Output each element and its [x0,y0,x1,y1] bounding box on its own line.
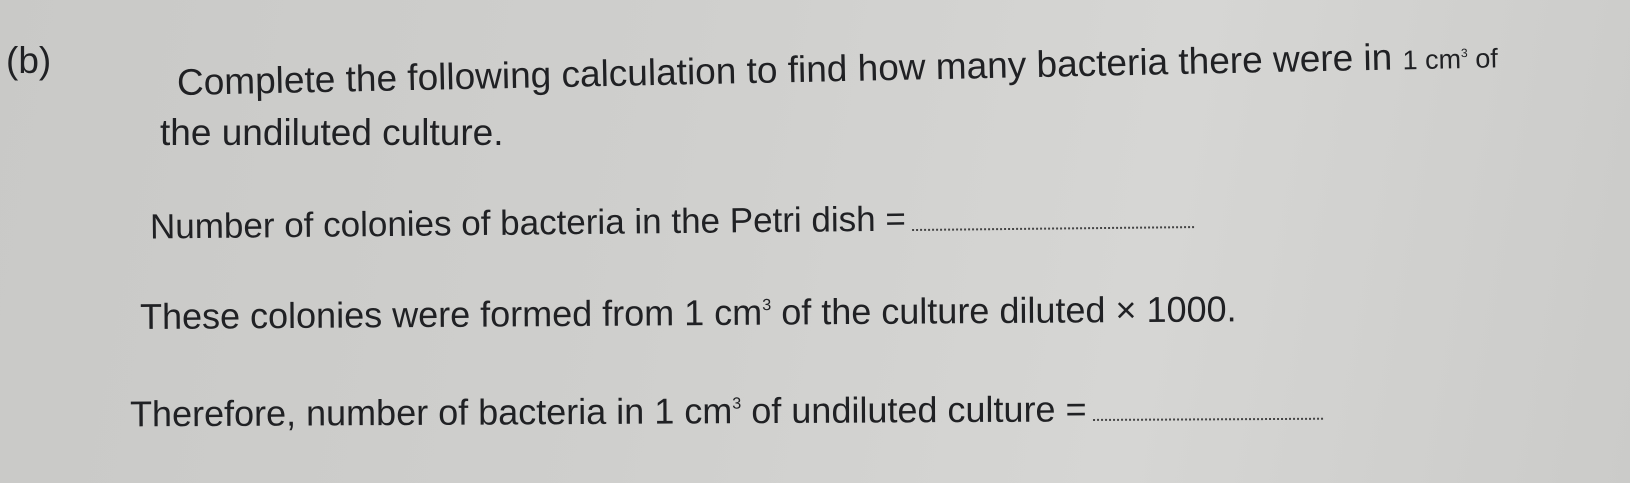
prompt-line-1 [177,34,1499,104]
formed-text-a: These colonies were formed from 1 cm [139,291,763,337]
prompt-unit-value: 1 cm [1402,44,1462,76]
therefore-line [130,386,1323,436]
prompt-line-2: the undiluted culture. [160,112,504,153]
therefore-answer-blank[interactable] [1092,386,1322,422]
formed-sup: 3 [762,296,772,315]
colonies-line [150,194,1194,247]
prompt-unit-sup: 3 [1460,46,1468,61]
colonies-label: Number of colonies of bacteria in the Petri dish = [149,199,906,247]
prompt-unit [1402,43,1498,75]
colonies-answer-blank[interactable] [912,194,1194,230]
part-label: (b) [6,40,52,81]
therefore-text-b: of undiluted culture = [751,388,1087,432]
formed-text-b: of the culture diluted × 1000. [781,288,1237,333]
formed-line [140,288,1237,338]
prompt-text: Complete the following calculation to find how many bacteria there were in [176,36,1393,103]
therefore-sup: 3 [732,394,742,413]
prompt-of: of [1475,43,1499,74]
therefore-text-a: Therefore, number of bacteria in 1 cm [129,390,733,435]
